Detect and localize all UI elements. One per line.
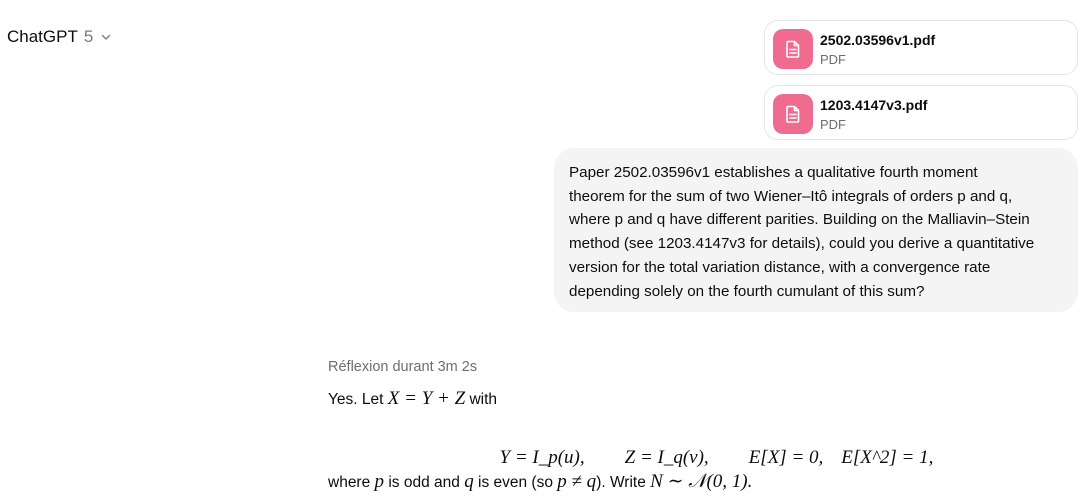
equation-part: Z = I_q(v), — [624, 447, 709, 468]
answer-text: Yes. Let — [328, 391, 388, 408]
user-message-bubble — [554, 148, 1078, 312]
attachment-filename: 2502.03596v1.pdf — [820, 32, 936, 48]
chevron-down-icon — [100, 31, 112, 43]
answer-text: ). Write — [596, 474, 651, 491]
inline-math: q — [464, 471, 474, 492]
assistant-answer-line — [328, 470, 1048, 493]
attachment-type: PDF — [820, 52, 846, 67]
attachment-type: PDF — [820, 117, 846, 132]
equation-part: Y = I_p(u), — [499, 447, 585, 468]
model-selector[interactable] — [7, 27, 112, 47]
user-message-line: method (see 1203.4147v3 for details), could you derive a quantitative — [569, 235, 1035, 253]
equation-part: E[X^2] = 1, — [841, 447, 934, 468]
user-message-line: where p and q have different parities. Building on the Malliavin–Stein — [569, 211, 1030, 229]
equation-part: E[X] = 0, — [748, 447, 824, 468]
attachment-filename: 1203.4147v3.pdf — [820, 97, 928, 113]
attachment-card[interactable] — [764, 20, 1078, 75]
model-name: ChatGPT — [7, 27, 78, 46]
inline-math: p ≠ q — [557, 471, 597, 492]
answer-text: is even (so — [473, 474, 558, 491]
user-message-line: theorem for the sum of two Wiener–Itô integrals of orders p and q, — [569, 187, 1013, 205]
user-message-line: version for the total variation distance, with a convergence rate — [569, 258, 991, 276]
attachment-card[interactable] — [764, 85, 1078, 140]
user-message-line: depending solely on the fourth cumulant of this sum? — [569, 282, 925, 300]
model-version: 5 — [83, 27, 94, 46]
inline-math: p — [374, 471, 385, 492]
user-message-line: Paper 2502.03596v1 establishes a qualitative fourth moment — [569, 164, 978, 181]
inline-math: N ∼ 𝒩(0, 1). — [650, 471, 753, 492]
document-icon — [773, 94, 813, 134]
answer-text: with — [465, 391, 498, 408]
document-icon — [773, 29, 813, 69]
assistant-answer-line — [328, 388, 1048, 410]
thinking-duration-toggle[interactable]: Réflexion durant 3m 2s — [328, 359, 478, 375]
inline-math: X = Y + Z — [387, 388, 466, 409]
answer-text: is odd and — [384, 474, 465, 491]
answer-text: where — [328, 474, 375, 491]
